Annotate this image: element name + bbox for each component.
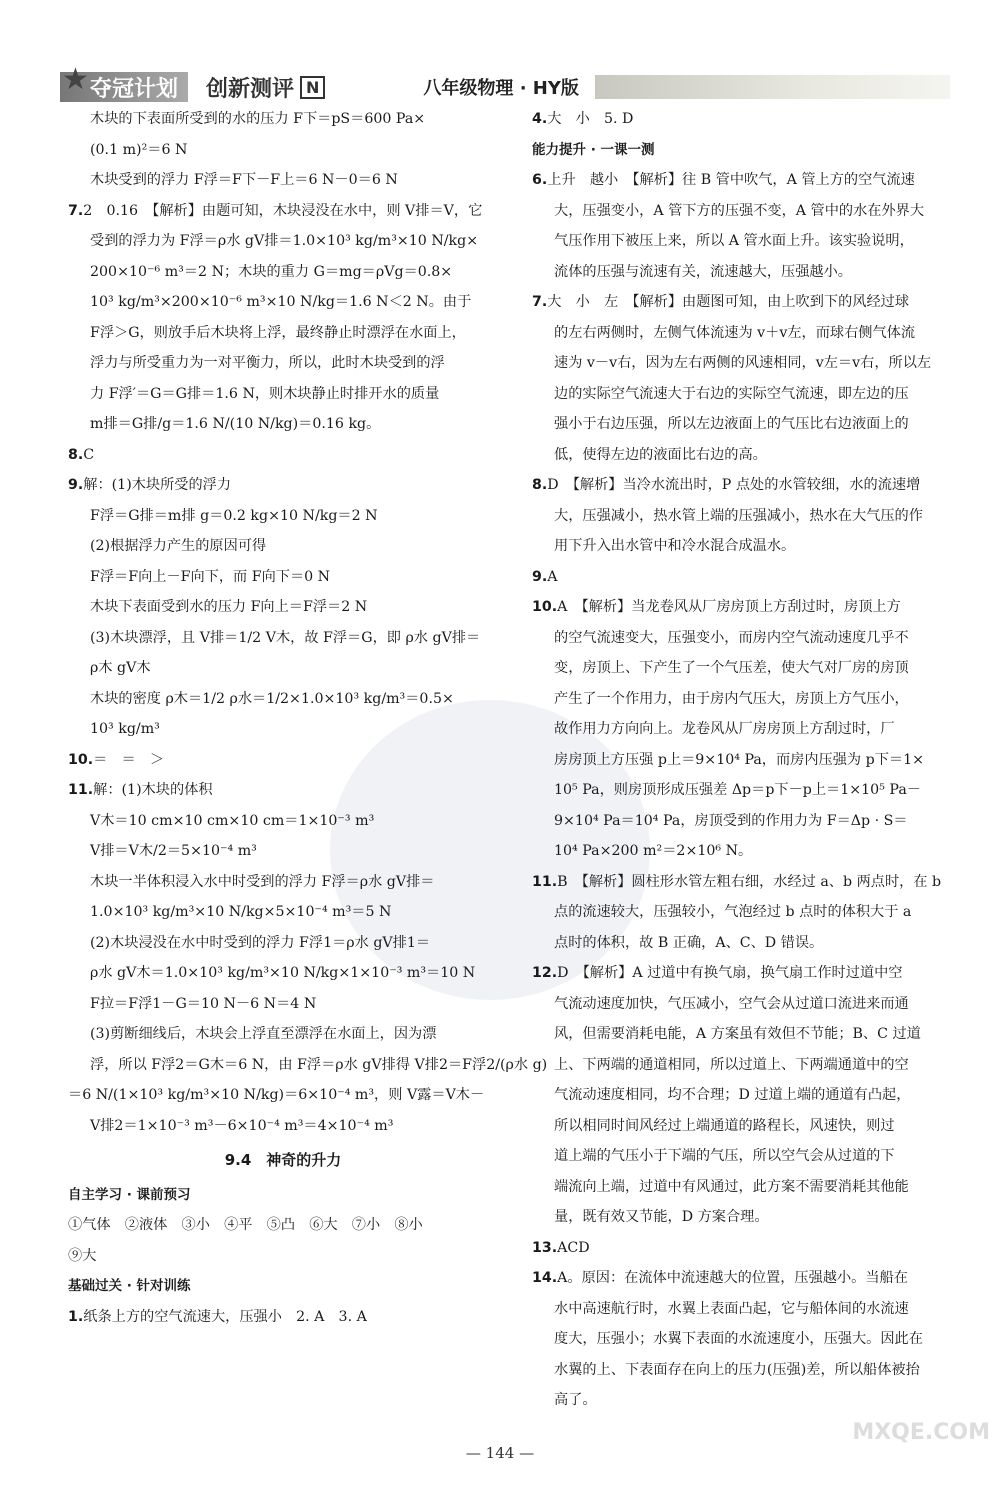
answer-line xyxy=(68,684,498,715)
answer-text: 大 小 左 【解析】由题图可知，由上吹到下的风经过球 xyxy=(547,294,910,310)
answer-line xyxy=(68,623,498,654)
answer-text: 房房顶上方压强 p上＝9×10⁴ Pa，而房内压强为 p下＝1× xyxy=(554,751,925,768)
answer-line xyxy=(68,348,498,379)
answer-text: 力 F浮′＝G＝G排＝1.6 N，则木块静止时排开水的质量 xyxy=(90,385,440,402)
answer-text: 风，但需要消耗电能，A 方案虽有效但不节能；B、C 过道 xyxy=(554,1026,921,1042)
answer-item xyxy=(68,470,498,501)
logo-text: 夺冠计划 xyxy=(90,76,179,102)
answer-line xyxy=(532,714,952,745)
answer-line xyxy=(532,1355,952,1386)
answer-line xyxy=(532,196,952,227)
answer-line xyxy=(532,989,952,1020)
answer-line xyxy=(532,1141,952,1172)
answer-text: 1.0×10³ kg/m³×10 N/kg×5×10⁻⁴ m³＝5 N xyxy=(90,904,392,920)
answer-line xyxy=(68,135,498,166)
brand-badge: N xyxy=(300,76,325,99)
logo xyxy=(60,62,188,102)
answer-line xyxy=(68,1241,498,1272)
answer-text: ρ木 gV木 xyxy=(90,660,151,676)
answer-text: 浮，所以 F浮2＝G木＝6 N，由 F浮＝ρ水 gV排得 V排2＝F浮2/(ρ水 g) xyxy=(90,1056,548,1073)
item-number: 10. xyxy=(68,751,94,768)
answer-text: 10³ kg/m³×200×10⁻⁶ m³×10 N/kg＝1.6 N＜2 N。由于 xyxy=(90,294,472,310)
answer-text: 的空气流速变大，压强变小，而房内空气流动速度几乎不 xyxy=(554,629,909,646)
corner-watermark: MXQE.COM xyxy=(852,1420,990,1445)
answer-line xyxy=(68,531,498,562)
answer-line xyxy=(532,348,952,379)
answer-text: ＝6 N/(1×10³ kg/m³×10 N/kg)＝6×10⁻⁴ m³，则 V露＝V木－ xyxy=(68,1087,485,1103)
answer-line xyxy=(532,623,952,654)
answer-text: 木块下表面受到水的压力 F向上＝F浮＝2 N xyxy=(90,599,368,615)
item-number: 7. xyxy=(68,202,84,219)
star-icon: ★ xyxy=(62,62,89,97)
item-number: 7. xyxy=(532,294,548,310)
answer-text: 上、下两端的通道相同，所以过道上、下两端通道中的空 xyxy=(554,1056,909,1073)
answer-text: 木块的下表面所受到的水的压力 F下＝pS＝600 Pa× xyxy=(90,111,426,127)
answer-line xyxy=(68,806,498,837)
answer-text: C xyxy=(83,446,95,463)
answer-text: (3)剪断细线后，木块会上浮直至漂浮在水面上，因为漂 xyxy=(90,1026,437,1042)
answer-text: 度大，压强小；水翼下表面的水流速度小，压强大。因此在 xyxy=(554,1331,923,1347)
answer-line xyxy=(532,379,952,410)
answer-line xyxy=(532,501,952,532)
answer-line xyxy=(68,1019,498,1050)
answer-text: F浮＞G，则放手后木块将上浮，最终静止时漂浮在水面上， xyxy=(90,324,466,341)
answer-line xyxy=(68,1210,498,1241)
answer-text: 解：(1)木块所受的浮力 xyxy=(83,477,232,493)
answer-line xyxy=(532,806,952,837)
answer-text: ACD xyxy=(557,1239,590,1256)
answer-line xyxy=(532,1202,952,1233)
answer-line xyxy=(532,684,952,715)
answer-text: 端流向上端，过道中有风通过，此方案不需要消耗其他能 xyxy=(554,1178,909,1195)
answer-line xyxy=(532,897,952,928)
section-heading: 自主学习 · 课前预习 xyxy=(68,1186,191,1203)
answer-item xyxy=(532,1263,952,1294)
answer-line xyxy=(532,1019,952,1050)
answer-item xyxy=(532,104,952,135)
answer-text: 道上端的气压小于下端的气压，所以空气会从过道的下 xyxy=(554,1148,895,1164)
answer-text: V排2＝1×10⁻³ m³－6×10⁻⁴ m³＝4×10⁻⁴ m³ xyxy=(90,1117,394,1134)
answer-line xyxy=(68,1111,498,1142)
item-number: 9. xyxy=(68,477,84,493)
answer-line xyxy=(68,958,498,989)
answer-item xyxy=(68,775,498,806)
item-number: 13. xyxy=(532,1239,558,1256)
answer-text: 变，房顶上、下产生了一个气压差，使大气对厂房的房顶 xyxy=(554,660,909,676)
grade-subject-label: 八年级物理 · HY版 xyxy=(423,78,579,99)
answer-text: 受到的浮力为 F浮＝ρ水 gV排＝1.0×10³ kg/m³×10 N/kg× xyxy=(90,233,479,249)
answer-line xyxy=(68,897,498,928)
page-number: — 144 — xyxy=(465,1444,535,1462)
answer-text: 量，既有效又节能，D 方案合理。 xyxy=(554,1209,769,1225)
answer-line xyxy=(532,1172,952,1203)
answer-text: (2)木块浸没在水中时受到的浮力 F浮1＝ρ水 gV排1＝ xyxy=(90,934,431,951)
answer-line xyxy=(532,1324,952,1355)
answer-text: 产生了一个作用力，由于房内气压大，房顶上方气压小， xyxy=(554,690,909,707)
answer-text: A xyxy=(547,568,558,585)
answer-text: 强小于右边压强，所以左边液面上的气压比右边液面上的 xyxy=(554,416,909,432)
answer-text: 200×10⁻⁶ m³＝2 N；木块的重力 G＝mg＝ρVg＝0.8× xyxy=(90,263,453,280)
answer-line xyxy=(532,928,952,959)
answer-text: D 【解析】A 过道中有换气扇，换气扇工作时过道中空 xyxy=(557,965,903,981)
answer-text: A。原因：在流体中流速越大的位置，压强越小。当船在 xyxy=(557,1270,908,1286)
answer-line xyxy=(68,379,498,410)
answer-item xyxy=(68,745,498,776)
answer-line xyxy=(68,989,498,1020)
answer-text: 浮力与所受重力为一对平衡力，所以，此时木块受到的浮 xyxy=(90,355,445,371)
answer-line xyxy=(68,562,498,593)
header-decor-bar xyxy=(595,75,950,99)
answer-text: (3)木块漂浮，且 V排＝1/2 V木，故 F浮＝G，即 ρ水 gV排＝ xyxy=(90,629,481,646)
answer-line xyxy=(68,928,498,959)
section-heading: 基础过关 · 针对训练 xyxy=(68,1278,191,1294)
answer-line xyxy=(532,1080,952,1111)
answer-text: 流体的压强与流速有关，流速越大，压强越小。 xyxy=(554,263,852,280)
page-header xyxy=(60,62,950,104)
answer-text: B 【解析】圆柱形水管左粗右细，水经过 a、b 两点时，在 b xyxy=(557,873,942,890)
answer-text: A 【解析】当龙卷风从厂房房顶上方刮过时，房顶上方 xyxy=(557,599,901,615)
answer-text: 大，压强变小，A 管下方的压强不变，A 管中的水在外界大 xyxy=(554,202,925,219)
answer-text: 气流动速度加快，气压减小，空气会从过道口流进来而通 xyxy=(554,995,909,1012)
answer-text: V排＝V木/2＝5×10⁻⁴ m³ xyxy=(90,843,257,859)
answer-text: 10³ kg/m³ xyxy=(90,721,160,737)
item-number: 4. xyxy=(532,111,548,127)
answer-text: D 【解析】当冷水流出时，P 点处的水管较细，水的流速增 xyxy=(547,477,921,493)
item-number: 8. xyxy=(532,477,548,493)
answer-text: 边的实际空气流速大于右边的实际空气流速，即左边的压 xyxy=(554,385,909,402)
answer-text: m排＝G排/g＝1.6 N/(10 N/kg)＝0.16 kg。 xyxy=(90,416,381,432)
answer-line xyxy=(532,531,952,562)
answer-line xyxy=(532,409,952,440)
answer-line xyxy=(68,1080,498,1111)
answer-text: 水翼的上、下表面存在向上的压力(压强)差，所以船体被抬 xyxy=(554,1361,920,1378)
item-number: 6. xyxy=(532,172,548,188)
answer-text: ＝ ＝ ＞ xyxy=(93,751,165,768)
answer-text: F拉＝F浮1－G＝10 N－6 N＝4 N xyxy=(90,995,317,1012)
answer-text: 点时的体积，故 B 正确，A、C、D 错误。 xyxy=(554,934,824,951)
answer-line xyxy=(68,867,498,898)
answer-text: 的左右两侧时，左侧气体流速为 v＋v左，而球右侧气体流 xyxy=(554,324,916,341)
answer-text: V木＝10 cm×10 cm×10 cm＝1×10⁻³ m³ xyxy=(90,812,375,829)
answer-item xyxy=(532,287,952,318)
answer-text: 大 小 5. D xyxy=(547,111,634,127)
answer-line xyxy=(68,226,498,257)
answer-line xyxy=(532,745,952,776)
answer-line xyxy=(68,653,498,684)
answer-line xyxy=(532,440,952,471)
answer-text: (0.1 m)²＝6 N xyxy=(90,141,188,158)
answer-line xyxy=(532,1111,952,1142)
answer-text: ①气体 ②液体 ③小 ④平 ⑤凸 ⑥大 ⑦小 ⑧小 xyxy=(68,1217,423,1233)
answer-text: 10⁴ Pa×200 m²＝2×10⁶ N。 xyxy=(554,843,753,859)
item-number: 12. xyxy=(532,965,558,981)
answer-item xyxy=(532,958,952,989)
answer-item xyxy=(532,592,952,623)
item-number: 11. xyxy=(68,782,94,798)
answer-line xyxy=(68,104,498,135)
answer-text: 气压作用下被压上来，所以 A 管水面上升。该实验说明， xyxy=(554,233,914,249)
answer-item xyxy=(68,1302,498,1333)
answer-text: 木块受到的浮力 F浮＝F下－F上＝6 N－0＝6 N xyxy=(90,172,398,188)
answer-line xyxy=(68,592,498,623)
item-number: 9. xyxy=(532,568,548,585)
answer-text: 低，使得左边的液面比右边的高。 xyxy=(554,446,767,463)
answer-line xyxy=(68,1050,548,1081)
answer-text: 所以相同时间风经过上端通道的路程长，风速快，则过 xyxy=(554,1117,895,1134)
answer-text: 高了。 xyxy=(554,1392,597,1408)
answer-item xyxy=(68,196,498,227)
answer-line xyxy=(68,257,498,288)
answer-text: 用下升入出水管中和冷水混合成温水。 xyxy=(554,538,796,554)
answer-item xyxy=(532,1233,952,1264)
item-number: 11. xyxy=(532,873,558,890)
answer-text: 气流动速度相同，均不合理；D 过道上端的通道有凸起， xyxy=(554,1087,911,1103)
answer-line xyxy=(68,714,498,745)
answer-line xyxy=(532,226,952,257)
brand-title: 创新测评 xyxy=(206,76,295,102)
answer-item xyxy=(532,165,952,196)
answer-item xyxy=(532,470,952,501)
answer-text: 解：(1)木块的体积 xyxy=(93,782,213,798)
answer-line xyxy=(68,287,498,318)
answer-text: 速为 v－v右，因为左右两侧的风速相同，v左＝v右，所以左 xyxy=(554,355,932,371)
answer-line xyxy=(68,409,498,440)
answer-item xyxy=(532,562,952,593)
answer-text: ρ水 gV木＝1.0×10³ kg/m³×10 N/kg×1×10⁻³ m³＝10 N xyxy=(90,965,476,981)
answer-text: 木块一半体积浸入水中时受到的浮力 F浮＝ρ水 gV排＝ xyxy=(90,873,435,890)
right-column xyxy=(532,104,952,1416)
item-number: 1. xyxy=(68,1308,84,1325)
answer-text: 纸条上方的空气流速大，压强小 2. A 3. A xyxy=(83,1308,367,1325)
answer-text: 水中高速航行时，水翼上表面凸起，它与船体间的水流速 xyxy=(554,1300,909,1317)
answer-text: 故作用力方向向上。龙卷风从厂房房顶上方刮过时，厂 xyxy=(554,721,895,737)
answer-line xyxy=(532,653,952,684)
answer-line xyxy=(532,1294,952,1325)
answer-text: F浮＝F向上－F向下，而 F向下＝0 N xyxy=(90,568,331,585)
answer-line xyxy=(532,1050,952,1081)
answer-item xyxy=(532,867,952,898)
answer-line xyxy=(68,836,498,867)
answer-text: ⑨大 xyxy=(68,1247,97,1264)
answer-text: 点的流速较大，压强较小，气泡经过 b 点时的体积大于 a xyxy=(554,904,912,920)
answer-line xyxy=(68,165,498,196)
answer-text: F浮＝G排＝m排 g＝0.2 kg×10 N/kg＝2 N xyxy=(90,507,378,524)
item-number: 10. xyxy=(532,599,558,615)
answer-text: (2)根据浮力产生的原因可得 xyxy=(90,538,267,554)
answer-line xyxy=(68,501,498,532)
answer-text: 9×10⁴ Pa＝10⁴ Pa，房顶受到的作用力为 F＝Δp · S＝ xyxy=(554,812,908,829)
item-number: 8. xyxy=(68,446,84,463)
section-title: 9.4 神奇的升力 xyxy=(224,1151,342,1169)
answer-text: 木块的密度 ρ木＝1/2 ρ水＝1/2×1.0×10³ kg/m³＝0.5× xyxy=(90,690,454,707)
answer-line xyxy=(532,836,952,867)
answer-line xyxy=(532,318,952,349)
section-heading: 能力提升 · 一课一测 xyxy=(532,141,655,158)
answer-text: 2 0.16 【解析】由题可知，木块浸没在水中，则 V排＝V，它 xyxy=(83,202,483,219)
answer-line xyxy=(532,257,952,288)
answer-line xyxy=(532,1385,952,1416)
item-number: 14. xyxy=(532,1270,558,1286)
answer-item xyxy=(68,440,498,471)
answer-text: 10⁵ Pa，则房顶形成压强差 Δp＝p下－p上＝1×10⁵ Pa－ xyxy=(554,782,921,798)
answer-line xyxy=(532,775,952,806)
answer-text: 上升 越小 【解析】往 B 管中吹气，A 管上方的空气流速 xyxy=(547,172,915,188)
answer-text: 大，压强减小，热水管上端的压强减小，热水在大气压的作 xyxy=(554,507,923,524)
answer-line xyxy=(68,318,498,349)
